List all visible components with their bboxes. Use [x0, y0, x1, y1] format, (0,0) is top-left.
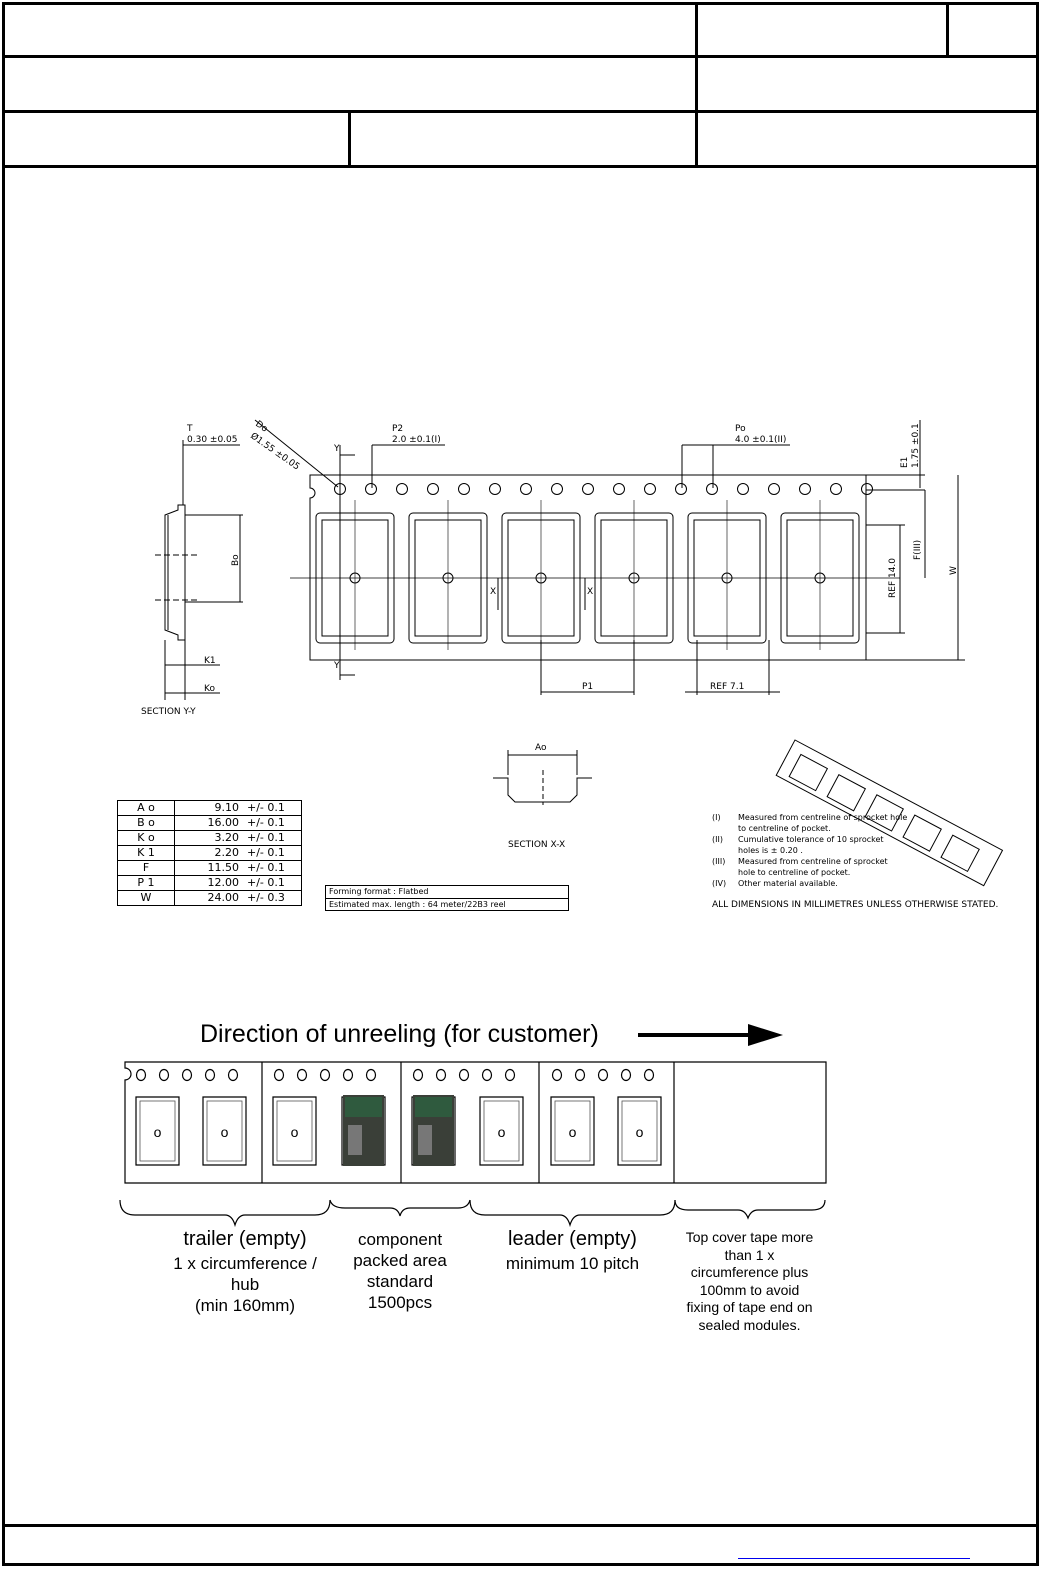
reel-sprocket-hole — [206, 1070, 215, 1081]
mark-Y-bottom: Y — [334, 661, 340, 671]
spec-tol: +/- 0.1 — [243, 861, 302, 876]
forming-format: Forming format : Flatbed — [329, 887, 429, 896]
dim-F: F(III) — [913, 539, 923, 560]
spec-key: P 1 — [118, 876, 175, 891]
reel-sprocket-hole — [183, 1070, 192, 1081]
note-number: (IV) — [712, 879, 727, 888]
spec-tol: +/- 0.1 — [243, 876, 302, 891]
cover-line: 100mm to avoid — [699, 1281, 800, 1298]
reel-sprocket-hole — [298, 1070, 307, 1081]
dim-Po-value: 4.0 ±0.1(II) — [735, 435, 787, 445]
note-number: (II) — [712, 835, 723, 844]
direction-of-unreeling-label: Direction of unreeling (for customer) — [200, 1020, 599, 1048]
trailer-line: 1 x circumference / — [173, 1254, 317, 1273]
reel-pocket-empty — [551, 1097, 594, 1165]
note-text: Measured from centreline of sprocket hole — [738, 813, 908, 822]
reel-sprocket-hole — [437, 1070, 446, 1081]
component-line: packed area — [353, 1251, 447, 1270]
note-number: (III) — [712, 857, 726, 866]
mark-X-left: X — [490, 587, 497, 597]
reel-sprocket-hole — [599, 1070, 608, 1081]
pocket-mark: o — [497, 1124, 506, 1140]
cover-line: fixing of tape end on — [686, 1299, 813, 1315]
trailer-title: trailer (empty) — [183, 1228, 307, 1250]
mark-X-right: X — [587, 587, 594, 597]
reel-pocket-empty — [273, 1097, 316, 1165]
reel-sprocket-hole — [483, 1070, 492, 1081]
brace-trailer — [120, 1200, 330, 1225]
spec-tol: +/- 0.1 — [243, 816, 302, 831]
pocket-mark: o — [635, 1124, 644, 1140]
spec-key: A o — [118, 801, 175, 816]
dim-E1: E1 — [900, 456, 910, 468]
dim-P2: P2 — [392, 424, 404, 434]
dim-W: W — [949, 566, 959, 575]
forming-length: Estimated max. length : 64 meter/22B3 reel — [326, 898, 568, 911]
spec-tol: +/- 0.3 — [243, 891, 302, 906]
reel-sprocket-hole — [321, 1070, 330, 1081]
spec-key: F — [118, 861, 175, 876]
reel-sprocket-holes — [137, 1070, 654, 1081]
mark-Y-top: Y — [334, 444, 340, 454]
reel-sprocket-hole — [229, 1070, 238, 1081]
dim-Bo: Bo — [231, 554, 241, 566]
reel-pocket-filled — [342, 1095, 385, 1166]
dim-K1: K1 — [204, 656, 216, 666]
spec-key: K 1 — [118, 846, 175, 861]
leader-description: minimum 10 pitch — [505, 1254, 640, 1273]
reel-sprocket-hole — [645, 1070, 654, 1081]
dim-REF14: REF 14.0 — [888, 557, 898, 598]
dim-P1: P1 — [582, 682, 594, 692]
spec-value: 2.20 — [175, 846, 244, 861]
dim-Ao: Ao — [535, 743, 547, 753]
reel-pocket-empty — [618, 1097, 661, 1165]
reel-pocket-empty — [203, 1097, 246, 1165]
note-text: hole to centreline of pocket. — [738, 868, 851, 877]
brace-component — [330, 1200, 470, 1216]
spec-key: B o — [118, 816, 175, 831]
dim-P2-value: 2.0 ±0.1(I) — [392, 435, 441, 445]
section-xx-label: SECTION X-X — [508, 840, 566, 850]
dim-Ko: Ko — [204, 684, 215, 694]
spec-key: K o — [118, 831, 175, 846]
dim-Po: Po — [735, 424, 746, 434]
note-text: Measured from centreline of sprocket — [738, 857, 888, 866]
pocket-mark: o — [568, 1124, 577, 1140]
leader-title: leader (empty) — [508, 1228, 637, 1250]
component-description — [330, 1229, 470, 1313]
component-line: standard — [366, 1272, 434, 1291]
reel-sprocket-hole — [344, 1070, 353, 1081]
dim-Do: Do — [253, 419, 270, 435]
note-text: Cumulative tolerance of 10 sprocket — [738, 835, 884, 844]
cover-line: than 1 x — [724, 1246, 775, 1263]
all-dimensions-note: ALL DIMENSIONS IN MILLIMETRES UNLESS OTHERWISE STATED. — [712, 900, 999, 910]
note-text: holes is ± 0.20 . — [738, 846, 803, 855]
component-line: 1500pcs — [367, 1293, 433, 1312]
trailer-description — [150, 1253, 340, 1316]
spec-value: 16.00 — [175, 816, 244, 831]
reel-pocket-empty — [480, 1097, 523, 1165]
reel-pocket-empty — [136, 1097, 179, 1165]
reel-sprocket-hole — [137, 1070, 146, 1081]
reel-pocket-filled — [412, 1095, 455, 1166]
reel-sprocket-hole — [622, 1070, 631, 1081]
cover-tape-description — [672, 1229, 827, 1334]
spec-value: 3.20 — [175, 831, 244, 846]
spec-tol: +/- 0.1 — [243, 846, 302, 861]
spec-value: 9.10 — [175, 801, 244, 816]
reel-sprocket-hole — [576, 1070, 585, 1081]
reel-sprocket-hole — [275, 1070, 284, 1081]
cover-line: sealed modules. — [698, 1316, 801, 1333]
spec-value: 11.50 — [175, 861, 244, 876]
spec-tol: +/- 0.1 — [243, 831, 302, 846]
brace-leader — [470, 1200, 675, 1225]
spec-value: 12.00 — [175, 876, 244, 891]
component-line: component — [357, 1230, 443, 1249]
dim-T: T — [187, 424, 193, 434]
spec-key: W — [118, 891, 175, 906]
reel-sprocket-hole — [414, 1070, 423, 1081]
pocket-mark: o — [153, 1124, 162, 1140]
note-text: Other material available. — [738, 879, 838, 888]
spec-tol: +/- 0.1 — [243, 801, 302, 816]
trailer-line: (min 160mm) — [194, 1296, 296, 1315]
reel-sprocket-hole — [506, 1070, 515, 1081]
pocket-mark: o — [220, 1124, 229, 1140]
section-yy-label: SECTION Y-Y — [141, 707, 196, 717]
reel-sprocket-hole — [160, 1070, 169, 1081]
direction-arrowhead — [748, 1024, 783, 1046]
note-text: to centreline of pocket. — [738, 824, 831, 833]
trailer-line: hub — [230, 1275, 260, 1294]
pocket-mark: o — [290, 1124, 299, 1140]
dim-REF71: REF 7.1 — [710, 682, 745, 692]
reel-sprocket-hole — [460, 1070, 469, 1081]
reel-pockets — [136, 1095, 661, 1166]
spec-value: 24.00 — [175, 891, 244, 906]
dim-Do-value: Ø1.55 ±0.05 — [248, 431, 302, 473]
reel-sprocket-hole — [367, 1070, 376, 1081]
note-number: (I) — [712, 813, 721, 822]
brace-cover — [675, 1200, 825, 1218]
dim-E1-value: 1.75 ±0.1 — [911, 423, 921, 468]
cover-line: circumference plus — [690, 1264, 809, 1280]
reel-sprocket-hole — [553, 1070, 562, 1081]
cover-line: Top cover tape more — [685, 1229, 814, 1245]
dim-T-value: 0.30 ±0.05 — [187, 435, 238, 445]
